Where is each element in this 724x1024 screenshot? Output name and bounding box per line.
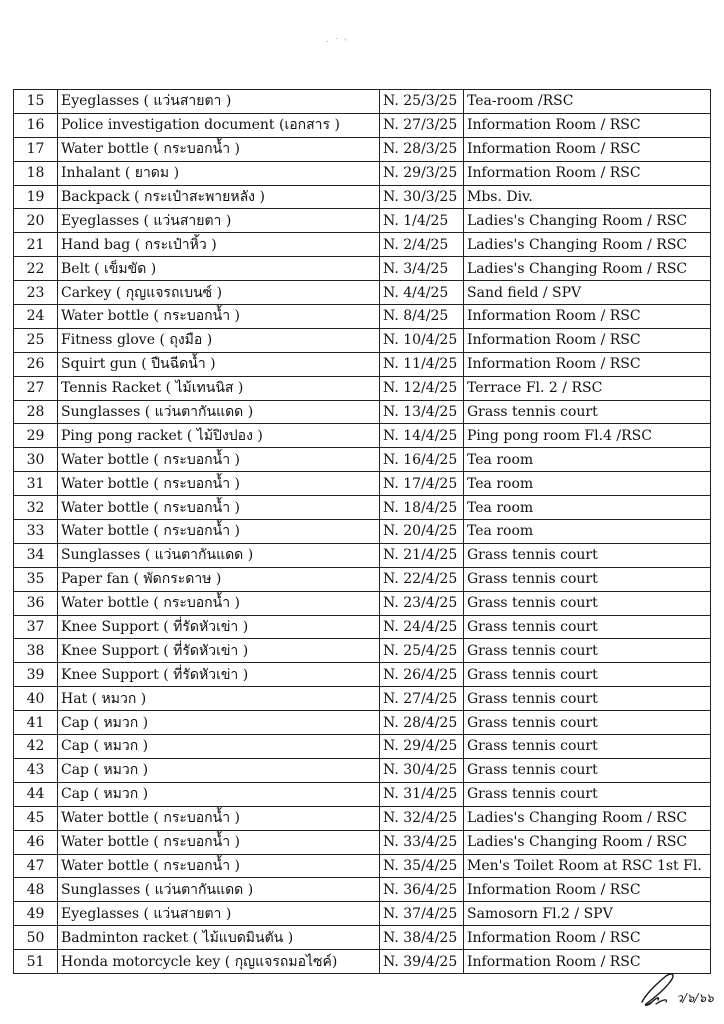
row-code: N. 24/4/25 bbox=[380, 615, 464, 639]
row-code: N. 18/4/25 bbox=[380, 496, 464, 520]
row-no: 41 bbox=[14, 711, 58, 735]
row-code: N. 39/4/25 bbox=[380, 950, 464, 974]
table-row bbox=[14, 376, 711, 400]
row-code: N. 13/4/25 bbox=[380, 400, 464, 424]
row-item: Eyeglasses ( แว่นสายตา ) bbox=[58, 90, 380, 114]
row-no: 26 bbox=[14, 352, 58, 376]
row-item: Sunglasses ( แว่นตากันแดด ) bbox=[58, 878, 380, 902]
row-item: Knee Support ( ที่รัดหัวเข่า ) bbox=[58, 615, 380, 639]
row-item: Water bottle ( กระบอกน้ำ ) bbox=[58, 591, 380, 615]
row-item: Police investigation document (เอกสาร ) bbox=[58, 113, 380, 137]
row-place: Grass tennis court bbox=[464, 543, 711, 567]
table-row bbox=[14, 257, 711, 281]
row-place: Grass tennis court bbox=[464, 735, 711, 759]
row-place: Information Room / RSC bbox=[464, 161, 711, 185]
row-no: 33 bbox=[14, 520, 58, 544]
row-no: 42 bbox=[14, 735, 58, 759]
row-item: Hat ( หมวก ) bbox=[58, 687, 380, 711]
table-row bbox=[14, 950, 711, 974]
row-place: Grass tennis court bbox=[464, 687, 711, 711]
row-no: 31 bbox=[14, 472, 58, 496]
row-place: Ladies's Changing Room / RSC bbox=[464, 830, 711, 854]
row-no: 32 bbox=[14, 496, 58, 520]
row-code: N. 30/4/25 bbox=[380, 758, 464, 782]
row-item: Knee Support ( ที่รัดหัวเข่า ) bbox=[58, 663, 380, 687]
row-place: Ladies's Changing Room / RSC bbox=[464, 806, 711, 830]
row-code: N. 11/4/25 bbox=[380, 352, 464, 376]
row-code: N. 21/4/25 bbox=[380, 543, 464, 567]
table-row bbox=[14, 902, 711, 926]
row-code: N. 25/3/25 bbox=[380, 90, 464, 114]
row-code: N. 1/4/25 bbox=[380, 209, 464, 233]
row-no: 50 bbox=[14, 926, 58, 950]
row-place: Information Room / RSC bbox=[464, 328, 711, 352]
row-no: 37 bbox=[14, 615, 58, 639]
row-item: Water bottle ( กระบอกน้ำ ) bbox=[58, 830, 380, 854]
row-place: Grass tennis court bbox=[464, 782, 711, 806]
table-row bbox=[14, 806, 711, 830]
table-row bbox=[14, 209, 711, 233]
row-no: 45 bbox=[14, 806, 58, 830]
row-place: Information Room / RSC bbox=[464, 950, 711, 974]
row-no: 16 bbox=[14, 113, 58, 137]
table-row bbox=[14, 735, 711, 759]
table-row bbox=[14, 472, 711, 496]
handwritten-signature bbox=[636, 964, 714, 1012]
table-row bbox=[14, 758, 711, 782]
row-item: Cap ( หมวก ) bbox=[58, 758, 380, 782]
row-no: 28 bbox=[14, 400, 58, 424]
row-place: Grass tennis court bbox=[464, 663, 711, 687]
row-code: N. 27/4/25 bbox=[380, 687, 464, 711]
row-place: Information Room / RSC bbox=[464, 137, 711, 161]
row-no: 27 bbox=[14, 376, 58, 400]
row-code: N. 17/4/25 bbox=[380, 472, 464, 496]
row-no: 36 bbox=[14, 591, 58, 615]
row-item: Backpack ( กระเป๋าสะพายหลัง ) bbox=[58, 185, 380, 209]
row-no: 49 bbox=[14, 902, 58, 926]
row-item: Water bottle ( กระบอกน้ำ ) bbox=[58, 496, 380, 520]
row-no: 38 bbox=[14, 639, 58, 663]
row-place: Sand field / SPV bbox=[464, 281, 711, 305]
table-row bbox=[14, 496, 711, 520]
row-item: Paper fan ( พัดกระดาษ ) bbox=[58, 567, 380, 591]
row-code: N. 25/4/25 bbox=[380, 639, 464, 663]
row-no: 34 bbox=[14, 543, 58, 567]
row-item: Knee Support ( ที่รัดหัวเข่า ) bbox=[58, 639, 380, 663]
row-place: Grass tennis court bbox=[464, 639, 711, 663]
row-no: 18 bbox=[14, 161, 58, 185]
row-item: Water bottle ( กระบอกน้ำ ) bbox=[58, 472, 380, 496]
row-code: N. 29/4/25 bbox=[380, 735, 464, 759]
table-row bbox=[14, 591, 711, 615]
row-no: 19 bbox=[14, 185, 58, 209]
row-place: Grass tennis court bbox=[464, 400, 711, 424]
table-row bbox=[14, 281, 711, 305]
row-item: Eyeglasses ( แว่นสายตา ) bbox=[58, 209, 380, 233]
row-item: Cap ( หมวก ) bbox=[58, 782, 380, 806]
table-row bbox=[14, 830, 711, 854]
row-code: N. 28/4/25 bbox=[380, 711, 464, 735]
table-row bbox=[14, 615, 711, 639]
table-row bbox=[14, 878, 711, 902]
row-no: 46 bbox=[14, 830, 58, 854]
table-row bbox=[14, 520, 711, 544]
row-item: Water bottle ( กระบอกน้ำ ) bbox=[58, 448, 380, 472]
row-item: Tennis Racket ( ไม้เทนนิส ) bbox=[58, 376, 380, 400]
row-place: Grass tennis court bbox=[464, 758, 711, 782]
row-no: 20 bbox=[14, 209, 58, 233]
table-row bbox=[14, 711, 711, 735]
row-item: Water bottle ( กระบอกน้ำ ) bbox=[58, 305, 380, 329]
row-place: Ladies's Changing Room / RSC bbox=[464, 209, 711, 233]
row-item: Sunglasses ( แว่นตากันแดด ) bbox=[58, 400, 380, 424]
row-code: N. 14/4/25 bbox=[380, 424, 464, 448]
row-place: Information Room / RSC bbox=[464, 305, 711, 329]
row-no: 15 bbox=[14, 90, 58, 114]
row-place: Ping pong room Fl.4 /RSC bbox=[464, 424, 711, 448]
row-item: Ping pong racket ( ไม้ปิงปอง ) bbox=[58, 424, 380, 448]
row-no: 24 bbox=[14, 305, 58, 329]
row-code: N. 4/4/25 bbox=[380, 281, 464, 305]
row-code: N. 38/4/25 bbox=[380, 926, 464, 950]
row-code: N. 29/3/25 bbox=[380, 161, 464, 185]
row-item: Hand bag ( กระเป๋าหิ้ว ) bbox=[58, 233, 380, 257]
row-code: N. 16/4/25 bbox=[380, 448, 464, 472]
row-no: 51 bbox=[14, 950, 58, 974]
row-item: Water bottle ( กระบอกน้ำ ) bbox=[58, 854, 380, 878]
table-row bbox=[14, 543, 711, 567]
row-item: Carkey ( กุญแจรถเบนซ์ ) bbox=[58, 281, 380, 305]
row-place: Ladies's Changing Room / RSC bbox=[464, 257, 711, 281]
table-row bbox=[14, 137, 711, 161]
row-item: Badminton racket ( ไม้แบดมินตัน ) bbox=[58, 926, 380, 950]
row-no: 35 bbox=[14, 567, 58, 591]
row-place: Information Room / RSC bbox=[464, 352, 711, 376]
row-code: N. 35/4/25 bbox=[380, 854, 464, 878]
row-no: 23 bbox=[14, 281, 58, 305]
table-row bbox=[14, 448, 711, 472]
table-row bbox=[14, 400, 711, 424]
row-no: 40 bbox=[14, 687, 58, 711]
row-place: Grass tennis court bbox=[464, 711, 711, 735]
table-row bbox=[14, 687, 711, 711]
row-item: Squirt gun ( ปืนฉีดน้ำ ) bbox=[58, 352, 380, 376]
row-code: N. 10/4/25 bbox=[380, 328, 464, 352]
table-row bbox=[14, 782, 711, 806]
row-place: Grass tennis court bbox=[464, 591, 711, 615]
row-place: Tea room bbox=[464, 520, 711, 544]
table-row bbox=[14, 113, 711, 137]
row-place: Tea room bbox=[464, 496, 711, 520]
table-row bbox=[14, 161, 711, 185]
row-place: Mbs. Div. bbox=[464, 185, 711, 209]
row-place: Information Room / RSC bbox=[464, 926, 711, 950]
row-no: 39 bbox=[14, 663, 58, 687]
row-place: Grass tennis court bbox=[464, 615, 711, 639]
row-place: Terrace Fl. 2 / RSC bbox=[464, 376, 711, 400]
row-place: Men's Toilet Room at RSC 1st Fl. bbox=[464, 854, 711, 878]
row-code: N. 28/3/25 bbox=[380, 137, 464, 161]
row-code: N. 33/4/25 bbox=[380, 830, 464, 854]
table-row bbox=[14, 305, 711, 329]
table-row bbox=[14, 663, 711, 687]
row-item: Fitness glove ( ถุงมือ ) bbox=[58, 328, 380, 352]
row-code: N. 2/4/25 bbox=[380, 233, 464, 257]
table-row bbox=[14, 567, 711, 591]
row-item: Water bottle ( กระบอกน้ำ ) bbox=[58, 806, 380, 830]
scan-speck: · ˙ ' bbox=[326, 38, 349, 46]
table-row bbox=[14, 352, 711, 376]
row-place: Information Room / RSC bbox=[464, 113, 711, 137]
signature-date: ว/๖/๖๖ bbox=[676, 991, 714, 1005]
table-row bbox=[14, 926, 711, 950]
row-code: N. 36/4/25 bbox=[380, 878, 464, 902]
row-code: N. 12/4/25 bbox=[380, 376, 464, 400]
row-code: N. 31/4/25 bbox=[380, 782, 464, 806]
table-row bbox=[14, 424, 711, 448]
table-row bbox=[14, 233, 711, 257]
row-code: N. 22/4/25 bbox=[380, 567, 464, 591]
row-no: 30 bbox=[14, 448, 58, 472]
row-code: N. 3/4/25 bbox=[380, 257, 464, 281]
row-code: N. 32/4/25 bbox=[380, 806, 464, 830]
table-row bbox=[14, 328, 711, 352]
row-place: Tea room bbox=[464, 472, 711, 496]
row-no: 48 bbox=[14, 878, 58, 902]
row-item: Eyeglasses ( แว่นสายตา ) bbox=[58, 902, 380, 926]
row-no: 25 bbox=[14, 328, 58, 352]
row-place: Grass tennis court bbox=[464, 567, 711, 591]
row-place: Ladies's Changing Room / RSC bbox=[464, 233, 711, 257]
row-no: 17 bbox=[14, 137, 58, 161]
row-code: N. 27/3/25 bbox=[380, 113, 464, 137]
table-row bbox=[14, 639, 711, 663]
lost-items-table-body bbox=[14, 90, 711, 974]
row-code: N. 8/4/25 bbox=[380, 305, 464, 329]
table-row bbox=[14, 854, 711, 878]
row-no: 22 bbox=[14, 257, 58, 281]
row-item: Cap ( หมวก ) bbox=[58, 735, 380, 759]
row-place: Samosorn Fl.2 / SPV bbox=[464, 902, 711, 926]
row-code: N. 26/4/25 bbox=[380, 663, 464, 687]
row-place: Tea room bbox=[464, 448, 711, 472]
row-item: Honda motorcycle key ( กุญแจรถมอไซค์) bbox=[58, 950, 380, 974]
row-place: Tea-room /RSC bbox=[464, 90, 711, 114]
row-code: N. 30/3/25 bbox=[380, 185, 464, 209]
table-row bbox=[14, 185, 711, 209]
row-item: Water bottle ( กระบอกน้ำ ) bbox=[58, 520, 380, 544]
row-item: Inhalant ( ยาดม ) bbox=[58, 161, 380, 185]
row-item: Belt ( เข็มขัด ) bbox=[58, 257, 380, 281]
row-no: 21 bbox=[14, 233, 58, 257]
row-no: 47 bbox=[14, 854, 58, 878]
row-no: 29 bbox=[14, 424, 58, 448]
row-item: Water bottle ( กระบอกน้ำ ) bbox=[58, 137, 380, 161]
row-code: N. 23/4/25 bbox=[380, 591, 464, 615]
lost-items-table bbox=[13, 89, 711, 974]
row-place: Information Room / RSC bbox=[464, 878, 711, 902]
row-code: N. 37/4/25 bbox=[380, 902, 464, 926]
row-no: 44 bbox=[14, 782, 58, 806]
row-no: 43 bbox=[14, 758, 58, 782]
row-item: Sunglasses ( แว่นตากันแดด ) bbox=[58, 543, 380, 567]
table-row bbox=[14, 90, 711, 114]
row-code: N. 20/4/25 bbox=[380, 520, 464, 544]
row-item: Cap ( หมวก ) bbox=[58, 711, 380, 735]
